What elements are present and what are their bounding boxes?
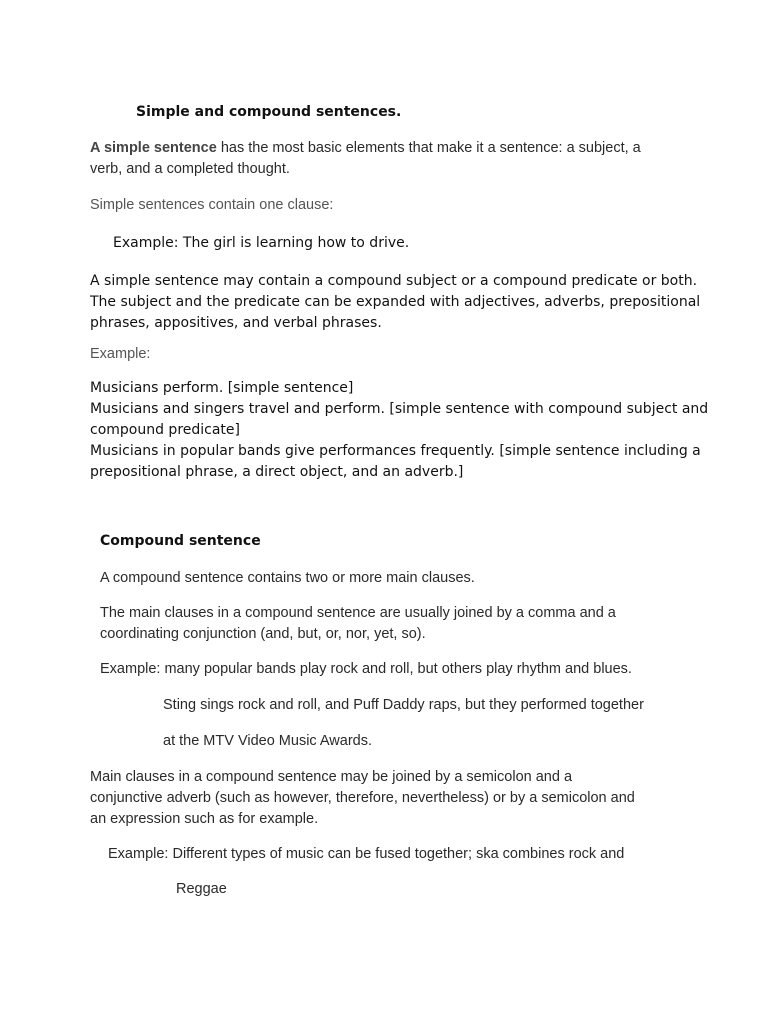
example-line: Musicians and singers travel and perform. [simple sentence with compound subject and bbox=[90, 401, 709, 417]
joined-line: The main clauses in a compound sentence are usually joined by a comma and a bbox=[100, 605, 616, 621]
one-clause-statement: Simple sentences contain one clause: bbox=[90, 197, 334, 213]
simple-sentence-definition-text-2: verb, and a completed thought. bbox=[90, 161, 290, 177]
compound-joined-paragraph bbox=[100, 603, 700, 645]
compound-example-2-line-2: at the MTV Video Music Awards. bbox=[163, 733, 373, 749]
example-line: Musicians perform. [simple sentence] bbox=[90, 380, 354, 396]
simple-sentence-definition bbox=[90, 138, 690, 180]
compound-parts-paragraph bbox=[90, 271, 701, 334]
semicolon-line: an expression such as for example. bbox=[90, 811, 319, 827]
compound-parts-line: A simple sentence may contain a compound subject or a compound predicate or both. bbox=[90, 273, 698, 289]
compound-parts-line: phrases, appositives, and verbal phrases. bbox=[90, 315, 382, 331]
document-title: Simple and compound sentences. bbox=[136, 104, 402, 120]
simple-examples-list bbox=[90, 378, 709, 483]
compound-example-1: Example: many popular bands play rock and roll, but others play rhythm and blues. bbox=[100, 661, 632, 677]
example-label: Example: bbox=[90, 346, 151, 362]
example-line: prepositional phrase, a direct object, and an adverb.] bbox=[90, 464, 464, 480]
joined-line: coordinating conjunction (and, but, or, nor, yet, so). bbox=[100, 626, 426, 642]
compound-heading: Compound sentence bbox=[100, 533, 261, 549]
compound-definition: A compound sentence contains two or more main clauses. bbox=[100, 570, 475, 586]
semicolon-paragraph bbox=[90, 767, 710, 830]
semicolon-line: Main clauses in a compound sentence may be joined by a semicolon and a bbox=[90, 769, 573, 785]
compound-example-3-line-2: Reggae bbox=[176, 881, 227, 897]
simple-sentence-term: A simple sentence bbox=[90, 140, 217, 156]
compound-example-3-line-1: Example: Different types of music can be fused together; ska combines rock and bbox=[108, 846, 625, 862]
example-line: Musicians in popular bands give performances frequently. [simple sentence including a bbox=[90, 443, 701, 459]
compound-parts-line: The subject and the predicate can be expanded with adjectives, adverbs, prepositional bbox=[90, 294, 701, 310]
simple-example-1: Example: The girl is learning how to drive. bbox=[113, 235, 410, 251]
semicolon-line: conjunctive adverb (such as however, therefore, nevertheless) or by a semicolon and bbox=[90, 790, 635, 806]
simple-sentence-definition-text: has the most basic elements that make it a sentence: a subject, a bbox=[216, 140, 641, 156]
example-line: compound predicate] bbox=[90, 422, 241, 438]
compound-example-2-line-1: Sting sings rock and roll, and Puff Daddy raps, but they performed together bbox=[163, 697, 644, 713]
